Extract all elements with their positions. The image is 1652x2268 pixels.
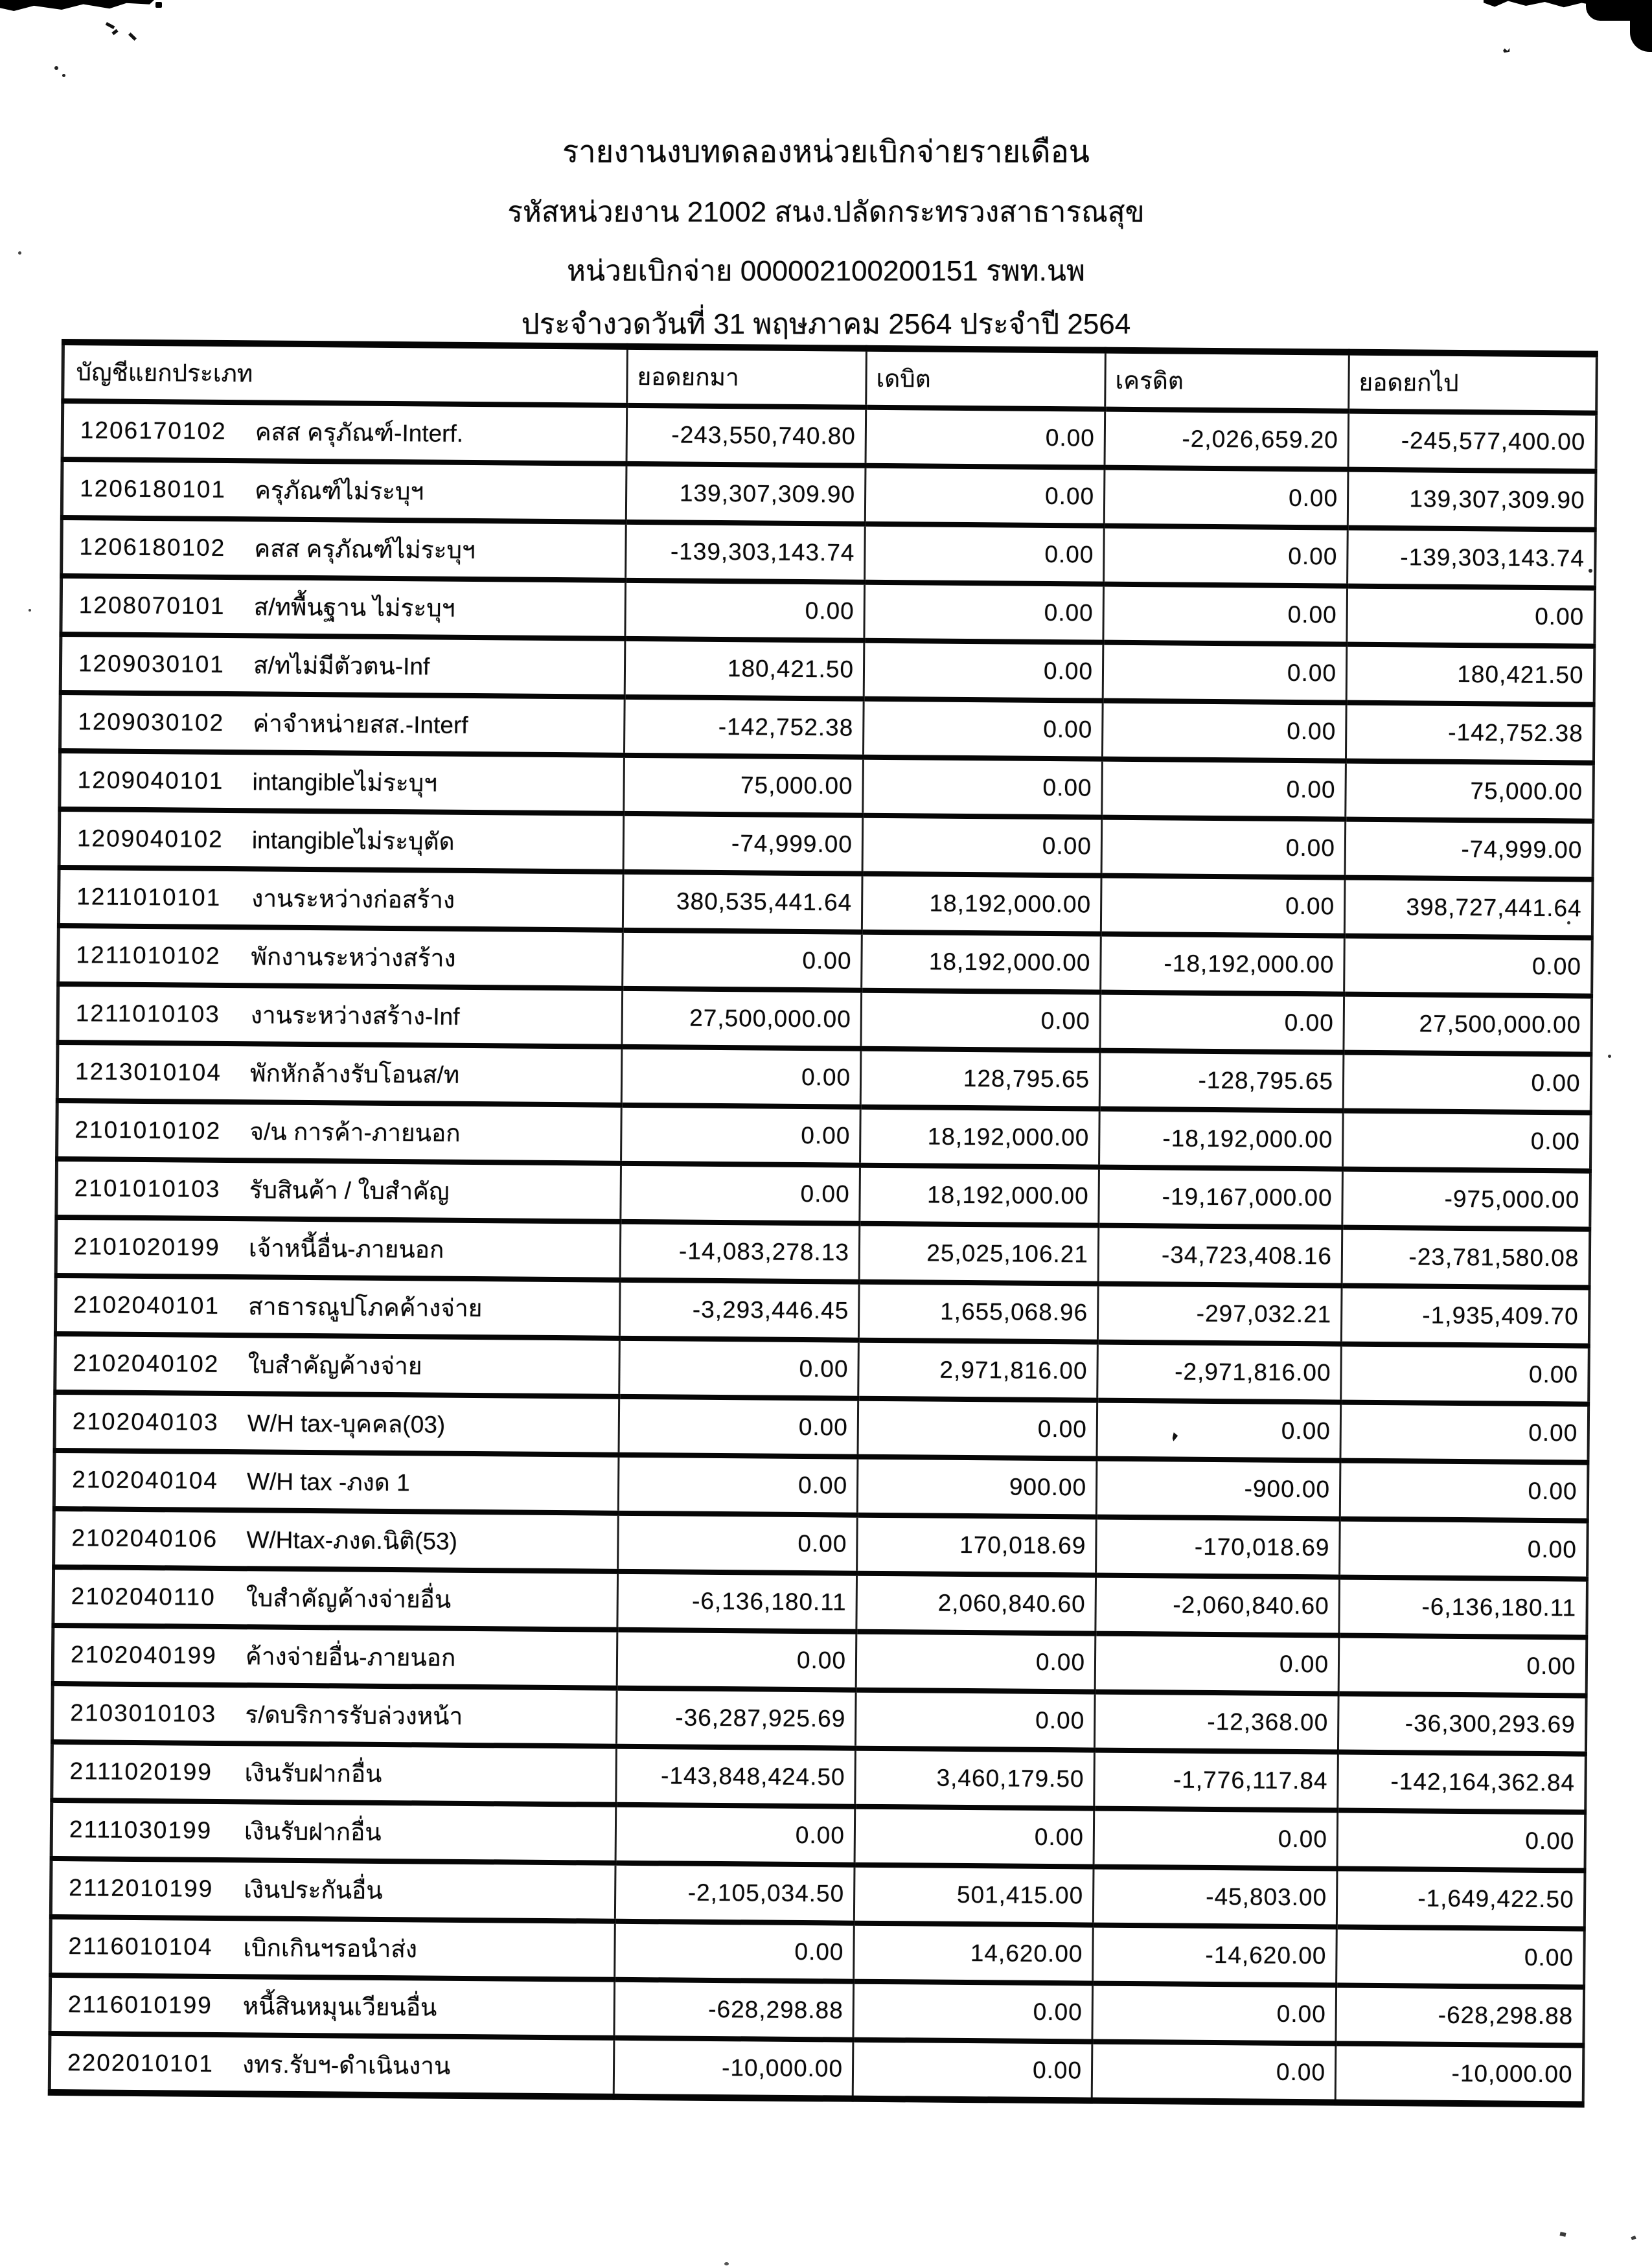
balance-value: -142,752.38 — [1346, 703, 1594, 763]
balance-value: 0.00 — [1344, 936, 1592, 996]
account-name: intangibleไม่ระบุตัด — [251, 826, 455, 855]
column-header-credit: เครดิต — [1105, 350, 1349, 411]
account-name: เจ้าหนี้อื่น-ภายนอก — [248, 1234, 444, 1263]
balance-value: 139,307,309.90 — [1348, 470, 1596, 530]
balance-value: -139,303,143.74 — [1348, 528, 1596, 588]
account-code: 2111030199 — [69, 1816, 212, 1844]
credit-value: -128,795.65 — [1099, 1051, 1344, 1111]
account-code: 1206180102 — [79, 533, 226, 561]
report-title: รายงานงบทดลองหน่วยเบิกจ่ายรายเดือน — [562, 134, 1090, 168]
table-body — [49, 401, 1596, 2105]
account-name: W/H tax-บุคคล(03) — [247, 1409, 446, 1438]
scan-corner-blob — [1630, 0, 1652, 52]
carry-forward-value: -14,083,278.13 — [620, 1222, 860, 1282]
credit-value: 0.00 — [1095, 1634, 1339, 1694]
carry-forward-value: -139,303,143.74 — [626, 522, 866, 582]
carry-forward-value: -6,136,180.11 — [617, 1572, 857, 1632]
balance-value: -23,781,580.08 — [1342, 1228, 1590, 1288]
carry-forward-value: 139,307,309.90 — [626, 464, 866, 524]
balance-value: -142,164,362.84 — [1338, 1752, 1586, 1813]
carry-forward-value: 0.00 — [621, 1105, 861, 1165]
carry-forward-value: -143,848,424.50 — [616, 1747, 856, 1807]
account-name: ใบสำคัญค้างจ่ายอื่น — [246, 1584, 452, 1613]
account-code: 2116010199 — [67, 1991, 212, 2019]
balance-value: 75,000.00 — [1346, 761, 1594, 821]
scan-dot — [62, 74, 65, 77]
balance-value: 0.00 — [1340, 1461, 1588, 1521]
carry-forward-value: 0.00 — [619, 1397, 858, 1457]
credit-value: -14,620.00 — [1093, 1925, 1337, 1986]
column-header-account: บัญชีแยกประเภท — [63, 342, 628, 406]
carry-forward-value: -243,550,740.80 — [626, 406, 866, 466]
debit-value: 0.00 — [865, 524, 1105, 584]
credit-value: 0.00 — [1103, 584, 1348, 645]
debit-value: 0.00 — [864, 641, 1103, 701]
balance-value: 0.00 — [1338, 1636, 1587, 1696]
credit-value: 0.00 — [1104, 468, 1348, 528]
account-name: หนี้สินหมุนเวียนอื่น — [242, 1992, 437, 2021]
agency-line: รหัสหน่วยงาน 21002 สนง.ปลัดกระทรวงสาธารณสุข — [507, 196, 1145, 228]
account-code: 1211010102 — [76, 941, 221, 969]
debit-value: 0.00 — [853, 1982, 1093, 2042]
account-name: พักงานระหว่างสร้าง — [251, 943, 456, 972]
credit-value: -34,723,408.16 — [1098, 1226, 1342, 1286]
debit-value: 0.00 — [862, 816, 1102, 876]
account-code: 2102040102 — [73, 1349, 220, 1377]
scan-speck — [1631, 2236, 1636, 2240]
balance-value: 0.00 — [1342, 1111, 1590, 1171]
account-code: 2102040199 — [70, 1641, 217, 1669]
credit-value: -170,018.69 — [1096, 1517, 1340, 1577]
debit-value: 0.00 — [863, 699, 1103, 759]
account-code: 1209030101 — [78, 650, 225, 678]
carry-forward-value: 380,535,441.64 — [623, 872, 862, 932]
scan-speck — [1559, 2232, 1566, 2237]
balance-value: 0.00 — [1343, 1053, 1591, 1113]
balance-value: 0.00 — [1347, 586, 1595, 647]
debit-value: 0.00 — [855, 1807, 1094, 1867]
account-name: intangibleไม่ระบุฯ — [252, 768, 438, 797]
credit-value: -12,368.00 — [1094, 1692, 1338, 1752]
account-code: 2102040106 — [71, 1524, 218, 1552]
debit-value: 501,415.00 — [854, 1865, 1094, 1925]
account-name: สาธารณูปโภคค้างจ่าย — [248, 1292, 483, 1322]
scan-speck-top — [155, 2, 162, 8]
account-code: 2112010199 — [69, 1874, 214, 1902]
account-code: 1213010104 — [75, 1058, 222, 1086]
carry-forward-value: 180,421.50 — [625, 639, 864, 699]
balance-value: 27,500,000.00 — [1344, 994, 1592, 1055]
debit-value: 18,192,000.00 — [862, 932, 1101, 992]
carry-forward-value: -2,105,034.50 — [615, 1863, 855, 1923]
carry-forward-value: 0.00 — [615, 1921, 855, 1982]
carry-forward-value: -36,287,925.69 — [616, 1688, 856, 1748]
credit-value: -1,776,117.84 — [1094, 1750, 1338, 1811]
account-code: 2103010103 — [70, 1699, 217, 1727]
account-code: 1206180101 — [80, 475, 227, 503]
debit-value: 0.00 — [858, 1399, 1097, 1459]
debit-value: 1,655,068.96 — [858, 1282, 1098, 1342]
carry-forward-value: -74,999.00 — [623, 814, 863, 874]
account-code: 2102040103 — [72, 1408, 219, 1436]
carry-forward-value: 0.00 — [625, 580, 865, 641]
carry-forward-value: -10,000.00 — [614, 2038, 853, 2099]
account-name: เงินรับฝากอื่น — [244, 1759, 382, 1787]
carry-forward-value: 75,000.00 — [624, 755, 864, 816]
debit-value: 0.00 — [863, 757, 1103, 818]
account-name: ค่าจำหน่ายสส.-Interf — [253, 709, 468, 739]
account-code: 2101020199 — [73, 1233, 220, 1261]
credit-value: 0.00 — [1100, 992, 1344, 1053]
credit-value: 0.00 — [1102, 759, 1346, 819]
credit-value: 0.00 — [1101, 876, 1345, 936]
column-header-balance: ยอดยกไป — [1349, 352, 1597, 413]
debit-value: 14,620.00 — [854, 1923, 1094, 1984]
debit-value: 170,018.69 — [857, 1515, 1097, 1575]
carry-forward-value: 0.00 — [615, 1805, 855, 1865]
credit-value: 0.00 — [1094, 1809, 1338, 1869]
scan-speck — [1608, 1055, 1611, 1058]
account-name: ครุภัณฑ์ไม่ระบุฯ — [255, 476, 424, 505]
account-code: 2202010101 — [67, 2049, 214, 2077]
carry-forward-value: 0.00 — [618, 1455, 858, 1515]
account-code: 1206170102 — [80, 417, 227, 445]
credit-value: 0.00 — [1103, 643, 1347, 703]
account-name: งานระหว่างสร้าง-Inf — [250, 1001, 460, 1030]
balance-value: 0.00 — [1340, 1519, 1588, 1579]
credit-value: -2,060,840.60 — [1096, 1575, 1340, 1636]
scan-smudge-top-left — [0, 0, 154, 11]
carry-forward-value: 0.00 — [621, 1163, 860, 1224]
scan-corner-band — [1586, 0, 1652, 21]
debit-value: 18,192,000.00 — [860, 1107, 1100, 1167]
carry-forward-value: 0.00 — [619, 1338, 859, 1399]
debit-value: 900.00 — [857, 1457, 1097, 1517]
credit-value: 0.00 — [1104, 526, 1348, 586]
account-name: W/H tax -ภงด 1 — [246, 1467, 410, 1496]
pen-mark — [111, 29, 118, 35]
balance-value: -10,000.00 — [1335, 2044, 1583, 2105]
trial-balance-table — [48, 339, 1595, 2108]
credit-value: 0.00 — [1101, 818, 1346, 878]
account-code: 1209040102 — [76, 825, 224, 853]
account-name: ค้างจ่ายอื่น-ภายนอก — [245, 1642, 456, 1671]
debit-value: 18,192,000.00 — [862, 874, 1101, 934]
credit-value: -900.00 — [1096, 1459, 1340, 1519]
credit-value: -19,167,000.00 — [1099, 1167, 1343, 1228]
carry-forward-value: -628,298.88 — [614, 1980, 854, 2040]
debit-value: 0.00 — [855, 1690, 1095, 1750]
account-name: เงินประกันอื่น — [244, 1875, 383, 1904]
debit-value: 0.00 — [864, 582, 1104, 643]
balance-value: 0.00 — [1337, 1811, 1585, 1871]
account-name: จ/น การค้า-ภายนอก — [249, 1117, 461, 1147]
account-name: งทร.รับฯ-ดำเนินงาน — [242, 2050, 451, 2079]
account-name: พักหักล้างรับโอนส/ท — [249, 1059, 460, 1088]
debit-value: 0.00 — [856, 1632, 1096, 1692]
account-name: เงินรับฝากอื่น — [244, 1817, 382, 1846]
account-name: ส/ทพื้นฐาน ไม่ระบุฯ — [253, 593, 455, 622]
account-code: 2116010104 — [68, 1932, 213, 1960]
unit-line: หน่วยเบิกจ่าย 000002100200151 รพท.นพ — [567, 255, 1085, 287]
credit-value: 0.00 — [1092, 1984, 1337, 2044]
balance-value: -1,649,422.50 — [1337, 1869, 1585, 1929]
balance-value: -36,300,293.69 — [1338, 1694, 1586, 1754]
scan-speck — [29, 609, 31, 612]
balance-value: -245,577,400.00 — [1348, 411, 1596, 472]
column-header-carry-forward: ยอดยกมา — [627, 347, 867, 407]
account-name: คสส ครุภัณฑ์-Interf. — [255, 418, 464, 447]
balance-value: 0.00 — [1340, 1403, 1589, 1463]
debit-value: 0.00 — [853, 2040, 1092, 2101]
account-name: ใบสำคัญค้างจ่าย — [247, 1351, 422, 1379]
carry-forward-value: -142,752.38 — [624, 697, 864, 757]
balance-value: 0.00 — [1341, 1344, 1589, 1404]
balance-value: -6,136,180.11 — [1339, 1577, 1587, 1638]
debit-value: 0.00 — [865, 466, 1105, 526]
account-name: งานระหว่างก่อสร้าง — [251, 884, 455, 913]
credit-value: 0.00 — [1102, 701, 1346, 761]
debit-value: 0.00 — [866, 407, 1105, 468]
account-name: W/Htax-ภงด.นิติ(53) — [246, 1526, 458, 1555]
credit-value: 0.00 — [1097, 1401, 1341, 1461]
account-code: 1211010103 — [75, 1000, 221, 1027]
carry-forward-value: 0.00 — [618, 1513, 858, 1574]
balance-value: 398,727,441.64 — [1344, 878, 1592, 938]
balance-value: -74,999.00 — [1345, 819, 1593, 880]
balance-value: -975,000.00 — [1342, 1169, 1590, 1230]
column-header-debit: เดบิต — [866, 349, 1106, 409]
debit-value: 2,060,840.60 — [856, 1574, 1096, 1634]
pen-mark — [128, 32, 137, 41]
account-name: เบิกเกินฯรอนำส่ง — [243, 1934, 418, 1962]
balance-value: 180,421.50 — [1346, 645, 1594, 705]
balance-value: -1,935,409.70 — [1341, 1286, 1589, 1346]
account-code: 2101010103 — [74, 1174, 221, 1202]
carry-forward-value: 0.00 — [621, 1047, 861, 1107]
debit-value: 3,460,179.50 — [855, 1748, 1095, 1809]
credit-value: 0.00 — [1092, 2042, 1336, 2103]
balance-value: -628,298.88 — [1336, 1986, 1584, 2046]
account-code: 2101010102 — [75, 1116, 222, 1144]
debit-value: 2,971,816.00 — [858, 1340, 1098, 1401]
pen-mark — [106, 22, 115, 29]
account-code: 2102040110 — [71, 1583, 216, 1610]
scan-speck — [724, 2262, 729, 2265]
scan-dot — [54, 66, 58, 70]
account-code: 1209030102 — [78, 708, 225, 736]
carry-forward-value: 0.00 — [617, 1630, 856, 1690]
account-name: คสส ครุภัณฑ์ไม่ระบุฯ — [254, 534, 476, 564]
period-line: ประจำงวดวันที่ 31 พฤษภาคม 2564 ประจำปี 2564 — [521, 308, 1131, 340]
account-code: 2102040104 — [72, 1466, 219, 1494]
credit-value: -297,032.21 — [1097, 1284, 1342, 1344]
account-code: 1209040101 — [77, 766, 224, 794]
account-code: 2102040101 — [73, 1291, 220, 1319]
credit-value: -18,192,000.00 — [1101, 934, 1345, 994]
scan-smudge-top-right — [1484, 0, 1595, 10]
credit-value: -2,971,816.00 — [1097, 1342, 1342, 1403]
balance-value: 0.00 — [1337, 1927, 1585, 1987]
account-name: ร/ดบริการรับล่วงหน้า — [245, 1701, 463, 1730]
debit-value: 0.00 — [861, 991, 1101, 1051]
account-code: 1211010101 — [76, 883, 222, 911]
credit-value: -45,803.00 — [1093, 1867, 1337, 1927]
credit-value: -18,192,000.00 — [1099, 1109, 1344, 1169]
debit-value: 18,192,000.00 — [860, 1165, 1099, 1226]
credit-value: -2,026,659.20 — [1105, 409, 1349, 470]
account-name: รับสินค้า / ใบสำคัญ — [249, 1176, 450, 1205]
table-row — [49, 2033, 1583, 2105]
carry-forward-value: 0.00 — [623, 930, 862, 991]
account-name: ส/ทไม่มีตัวตน-Inf — [253, 651, 430, 680]
carry-forward-value: -3,293,446.45 — [619, 1280, 859, 1340]
account-code: 2111020199 — [69, 1758, 213, 1785]
scan-mark-top-right — [1502, 47, 1510, 54]
debit-value: 128,795.65 — [860, 1049, 1100, 1109]
carry-forward-value: 27,500,000.00 — [622, 989, 862, 1049]
debit-value: 25,025,106.21 — [859, 1224, 1099, 1284]
account-code: 1208070101 — [78, 591, 225, 619]
